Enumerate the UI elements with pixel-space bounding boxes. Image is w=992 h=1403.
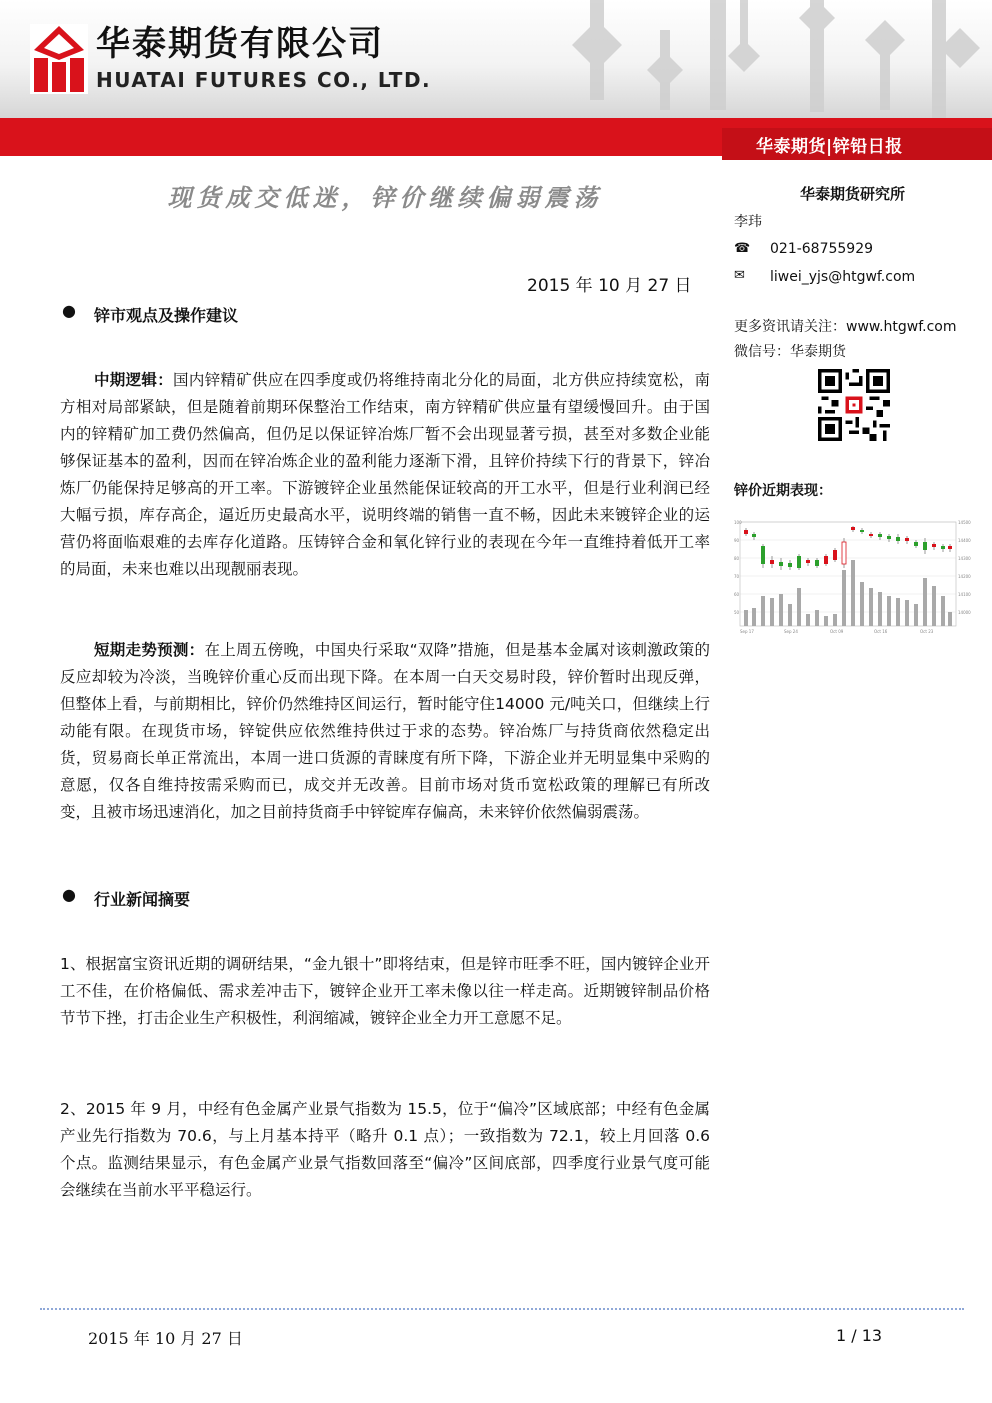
svg-text:100: 100 (734, 520, 742, 525)
news-item-1: 1、根据富宝资讯近期的调研结果，“金九银十”即将结束，但是锌市旺季不旺，国内镀锌企业开工不佳，在价格偏低、需求差冲击下，镀锌企业开工率未像以往一样走高。近期镀锌制品价格节节下挫，打击企业生产积极性，利润缩减，镀锌企业全力开工意愿不足。 (60, 955, 710, 1027)
svg-text:14300: 14300 (958, 556, 971, 561)
footer-divider (40, 1308, 964, 1310)
news-item-2: 2、2015 年 9 月，中经有色金属产业景气指数为 15.5，位于“偏冷”区域底部；中经有色金属产业先行指数为 70.6，与上月基本持平（略升 0.1 点）；一致指数为 72.1，较上月回落 0.6 个点。监测结果显示，有色金属产业景气指数回落至“偏冷”区间底部，四季度行业景气度可能会继续在当前水平平稳运行。 (60, 1100, 710, 1199)
text-medium-term: 国内锌精矿供应在四季度或仍将维持南北分化的局面，北方供应持续宽松，南方相对局部紧缺，但是随着前期环保整治工作结束，南方锌精矿供应量有望缓慢回升。由于国内的锌精矿加工费仍然偏高，但仍足以保证锌冶炼厂暂不会出现显著亏损，甚至对多数企业能够保证基本的盈利，因而在锌冶炼企业的盈利能力逐渐下滑，且锌价持续下行的背景下，锌冶炼厂仍能保持足够高的开工率。下游镀锌企业虽然能保证较高的开工水平，但是行业利润已经大幅亏损，库存高企，逼近历史最高水平，说明终端的销售一直不畅，因此未来镀锌企业的运营仍将面临艰难的去库存化道路。压铸锌合金和氧化锌行业的表现在今年一直维持着低开工率的局面，未来也难以出现靓丽表现。 (60, 371, 710, 578)
svg-text:14400: 14400 (958, 538, 971, 543)
svg-text:Sep 17: Sep 17 (740, 629, 754, 634)
label-short-term: 短期走势预测： (94, 641, 205, 659)
page-number: 1 / 13 (836, 1326, 883, 1345)
svg-text:Oct 09: Oct 09 (830, 629, 844, 634)
header-decoration (560, 0, 992, 118)
chart-title: 锌价近期表现： (734, 483, 832, 499)
envelope-icon: ✉ (734, 268, 745, 283)
svg-text:80: 80 (734, 556, 740, 561)
text-short-term: 在上周五傍晚，中国央行采取“双降”措施，但是基本金属对该刺激政策的反应却较为冷淡，当晚锌价重心反而出现下降。在本周一白天交易时段，锌价暂时出现反弹，但整体上看，与前期相比，锌价仍然维持区间运行，暂时能守住14000 元/吨关口，但继续上行动能有限。在现货市场，锌锭供应依然维持供过于求的态势。锌冶炼厂与持货商依然稳定出货，贸易商长单正常流出，本周一进口货源的青睐度有所下降，下游企业并无明显集中采购的意愿，仅各自维持按需采购而已，成交并无改善。目前市场对货币宽松政策的理解已有所改变，且被市场迅速消化，加之目前持货商手中锌锭库存偏高，未来锌价依然偏弱震荡。 (60, 641, 710, 821)
report-label: 华泰期货|锌铅日报 (756, 137, 903, 157)
more-info-link[interactable]: 更多资讯请关注：www.htgwf.com (734, 319, 957, 335)
bullet-icon: ● (62, 885, 76, 904)
report-date: 2015 年 10 月 27 日 (527, 276, 692, 296)
report-title: 现货成交低迷，锌价继续偏弱震荡 (167, 183, 603, 212)
phone-number: 021-68755929 (770, 241, 874, 257)
zinc-price-chart (734, 518, 971, 636)
svg-text:Oct 23: Oct 23 (920, 629, 934, 634)
paragraph-medium-term (60, 367, 710, 583)
svg-text:50: 50 (734, 610, 740, 615)
author-name: 李玮 (734, 214, 762, 230)
paragraph-short-term (60, 637, 710, 826)
section-heading-outlook: 锌市观点及操作建议 (94, 306, 239, 325)
svg-text:90: 90 (734, 538, 740, 543)
section-heading-news: 行业新闻摘要 (94, 890, 191, 909)
wechat-id: 微信号：华泰期货 (734, 344, 846, 360)
svg-text:14100: 14100 (958, 592, 971, 597)
svg-text:14000: 14000 (958, 610, 971, 615)
footer-date: 2015 年 10 月 27 日 (88, 1329, 243, 1348)
company-name-cn: 华泰期货有限公司 (96, 24, 384, 64)
svg-text:Sep 24: Sep 24 (784, 629, 798, 634)
svg-text:Oct 16: Oct 16 (874, 629, 888, 634)
huatai-logo (30, 24, 88, 94)
phone-icon: ☎ (734, 241, 751, 256)
email-address: liwei_yjs@htgwf.com (770, 269, 916, 285)
svg-text:70: 70 (734, 574, 740, 579)
company-name-en: HUATAI FUTURES CO., LTD. (96, 68, 432, 92)
svg-text:14500: 14500 (958, 520, 971, 525)
qr-code (818, 369, 890, 441)
institute-name: 华泰期货研究所 (800, 185, 906, 203)
svg-text:14200: 14200 (958, 574, 971, 579)
label-medium-term: 中期逻辑： (94, 371, 174, 389)
bullet-icon: ● (62, 301, 76, 320)
svg-text:60: 60 (734, 592, 740, 597)
